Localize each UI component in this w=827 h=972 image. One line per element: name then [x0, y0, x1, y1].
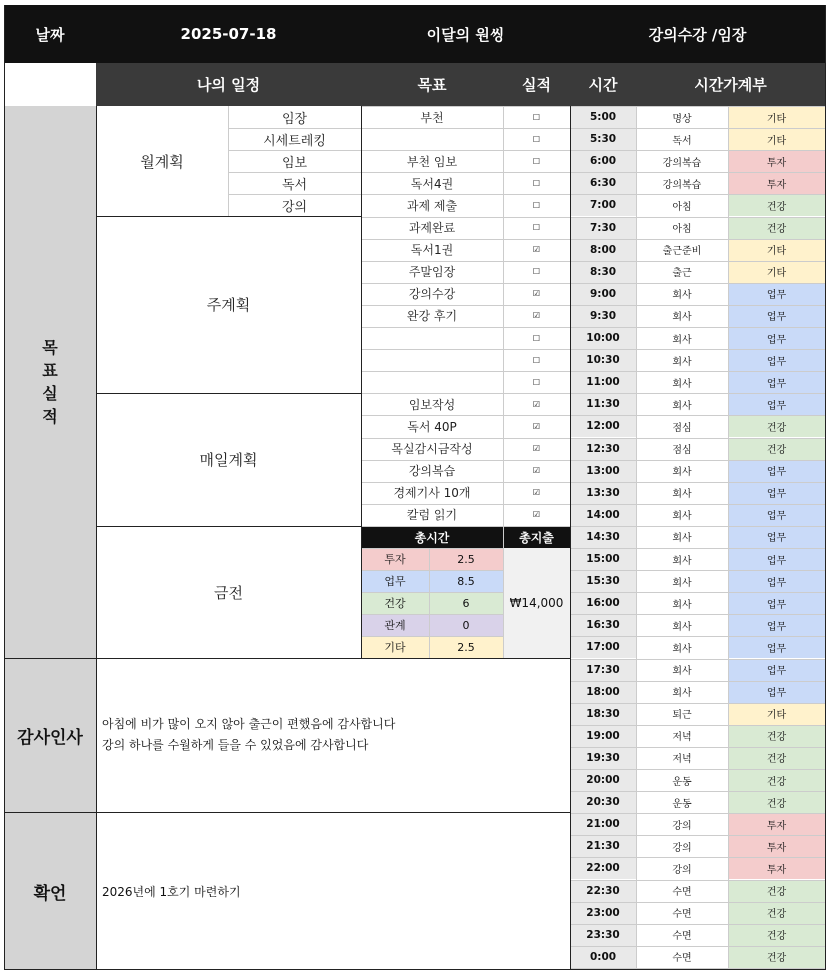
category-cell[interactable]: 건강	[728, 194, 825, 216]
time-slot[interactable]: 22:30	[570, 880, 636, 902]
category-cell[interactable]: 업무	[728, 393, 825, 415]
weekly-plan-label[interactable]: 주계획	[206, 296, 251, 314]
activity-cell[interactable]: 수면	[636, 902, 728, 924]
time-slot[interactable]: 10:30	[570, 349, 636, 371]
one-thing-label[interactable]: 이달의 원씽	[361, 5, 570, 63]
grid-line	[228, 172, 361, 173]
result-checkbox[interactable]: ☑	[532, 510, 541, 520]
grid-line	[4, 658, 570, 659]
result-checkbox[interactable]: ☐	[532, 178, 541, 188]
time-slot[interactable]: 5:30	[570, 128, 636, 150]
time-slot[interactable]: 17:00	[570, 636, 636, 658]
category-cell[interactable]: 업무	[728, 305, 825, 327]
result-checkbox[interactable]: ☐	[532, 223, 541, 233]
time-slot[interactable]: 15:30	[570, 570, 636, 592]
gratitude-line: 강의 하나를 수월하게 들을 수 있었음에 감사합니다	[102, 738, 369, 752]
gratitude-label[interactable]: 감사인사	[4, 658, 96, 812]
grid-line	[361, 327, 570, 328]
time-slot[interactable]: 16:30	[570, 614, 636, 636]
goal-cell[interactable]: 강의복습	[408, 464, 456, 479]
grid-line	[361, 106, 570, 107]
total-spend-label[interactable]: 총지출	[503, 526, 570, 548]
time-slot[interactable]: 23:30	[570, 924, 636, 946]
grid-line	[361, 504, 570, 505]
activity-cell[interactable]: 강의복습	[636, 172, 728, 194]
empty-header-cell[interactable]	[4, 63, 96, 106]
grid-line	[825, 5, 826, 970]
grid-line	[570, 239, 825, 240]
time-slot[interactable]: 7:00	[570, 194, 636, 216]
category-cell[interactable]: 기타	[728, 106, 825, 128]
time-slot[interactable]: 8:00	[570, 239, 636, 261]
grid-line	[570, 194, 825, 195]
result-checkbox[interactable]: ☑	[532, 466, 541, 476]
grid-line	[228, 194, 361, 195]
grid-line	[361, 393, 570, 394]
activity-cell[interactable]: 강의	[636, 835, 728, 857]
category-cell[interactable]: 업무	[728, 636, 825, 658]
grid-line	[570, 835, 825, 836]
category-cell[interactable]: 기타	[728, 128, 825, 150]
category-cell[interactable]: 건강	[728, 924, 825, 946]
time-slot[interactable]: 8:30	[570, 261, 636, 283]
activity-cell[interactable]: 점심	[636, 438, 728, 460]
grid-line	[570, 636, 825, 637]
grid-line	[570, 438, 825, 439]
grid-line	[228, 106, 229, 216]
time-slot[interactable]: 13:00	[570, 460, 636, 482]
grid-line	[570, 172, 825, 173]
category-cell[interactable]: 건강	[728, 747, 825, 769]
lecture-label[interactable]: 강의수강 /임장	[570, 5, 825, 63]
grid-line	[361, 415, 570, 416]
grid-line	[570, 813, 825, 814]
grid-line	[361, 239, 570, 240]
activity-cell[interactable]: 강의	[636, 813, 728, 835]
result-checkbox[interactable]: ☐	[532, 377, 541, 387]
grid-line	[570, 261, 825, 262]
activity-cell[interactable]: 강의복습	[636, 150, 728, 172]
grid-line	[570, 482, 825, 483]
activity-cell[interactable]: 수면	[636, 880, 728, 902]
activity-cell[interactable]: 회사	[636, 460, 728, 482]
result-checkbox[interactable]: ☑	[532, 421, 541, 431]
grid-line	[570, 393, 825, 394]
time-slot[interactable]: 5:00	[570, 106, 636, 128]
time-slot[interactable]: 15:00	[570, 548, 636, 570]
result-checkbox[interactable]: ☐	[532, 267, 541, 277]
time-slot[interactable]: 19:30	[570, 747, 636, 769]
time-slot[interactable]: 19:00	[570, 725, 636, 747]
category-cell[interactable]: 업무	[728, 681, 825, 703]
time-slot[interactable]: 14:30	[570, 526, 636, 548]
grid-line	[4, 969, 826, 970]
activity-cell[interactable]: 점심	[636, 415, 728, 437]
category-cell[interactable]: 업무	[728, 548, 825, 570]
daily-plan-label[interactable]: 매일계획	[199, 451, 258, 469]
grid-line	[96, 526, 361, 527]
activity-cell[interactable]: 회사	[636, 636, 728, 658]
time-slot[interactable]: 10:00	[570, 327, 636, 349]
grid-line	[228, 150, 361, 151]
grid-line	[361, 172, 570, 173]
time-slot[interactable]: 14:00	[570, 504, 636, 526]
grid-line	[570, 592, 825, 593]
grid-line	[96, 393, 361, 394]
category-cell[interactable]: 건강	[728, 438, 825, 460]
activity-cell[interactable]: 저녁	[636, 747, 728, 769]
category-cell[interactable]: 건강	[728, 880, 825, 902]
affirmation-label[interactable]: 확언	[4, 812, 96, 970]
time-slot[interactable]: 20:30	[570, 791, 636, 813]
time-slot[interactable]: 9:00	[570, 283, 636, 305]
activity-cell[interactable]: 수면	[636, 946, 728, 968]
activity-cell[interactable]: 저녁	[636, 725, 728, 747]
grid-line	[361, 636, 503, 637]
goal-cell[interactable]: 과제완료	[408, 221, 456, 236]
result-checkbox[interactable]: ☐	[532, 355, 541, 365]
grid-line	[636, 658, 637, 970]
monthly-item[interactable]: 임보	[281, 155, 308, 171]
grid-line	[361, 614, 503, 615]
category-cell[interactable]: 건강	[728, 946, 825, 968]
goal-cell[interactable]	[361, 327, 503, 349]
grid-line	[361, 128, 570, 129]
grid-line	[570, 747, 825, 748]
grid-line	[570, 857, 825, 858]
goal-result-char: 실	[42, 384, 58, 403]
activity-cell[interactable]: 회사	[636, 327, 728, 349]
grid-line	[570, 659, 825, 660]
grid-line	[361, 106, 362, 658]
grid-line	[361, 194, 570, 195]
category-cell[interactable]: 건강	[728, 217, 825, 239]
goal-cell[interactable]	[361, 371, 503, 393]
category-cell[interactable]: 업무	[728, 283, 825, 305]
gratitude-line: 아침에 비가 많이 오지 않아 출근이 편했음에 감사합니다	[102, 717, 396, 731]
category-cell[interactable]: 투자	[728, 150, 825, 172]
grid-line	[361, 526, 570, 527]
result-checkbox[interactable]: ☑	[532, 289, 541, 299]
grid-line	[361, 592, 503, 593]
time-slot[interactable]: 18:00	[570, 681, 636, 703]
grid-line	[570, 526, 825, 527]
grid-line	[4, 5, 5, 970]
time-slot[interactable]: 11:00	[570, 371, 636, 393]
grid-line	[570, 415, 825, 416]
total-time-label[interactable]: 총시간	[361, 526, 503, 548]
grid-line	[570, 681, 825, 682]
result-checkbox[interactable]: ☐	[532, 134, 541, 144]
time-slot[interactable]: 9:30	[570, 305, 636, 327]
category-cell[interactable]: 건강	[728, 415, 825, 437]
grid-line	[361, 261, 570, 262]
goal-cell[interactable]	[361, 349, 503, 371]
time-slot[interactable]: 21:00	[570, 813, 636, 835]
schedule-label[interactable]: 나의 일정	[96, 63, 361, 106]
activity-cell[interactable]: 명상	[636, 106, 728, 128]
grid-line	[503, 106, 504, 658]
money-plan-label[interactable]: 금전	[214, 583, 243, 602]
grid-line	[570, 548, 825, 549]
money-category[interactable]: 관계	[361, 614, 429, 636]
result-header[interactable]: 실적	[503, 63, 570, 106]
time-slot[interactable]: 17:30	[570, 659, 636, 681]
goal-cell[interactable]	[361, 128, 503, 150]
grid-line	[361, 438, 570, 439]
category-cell[interactable]: 투자	[728, 857, 825, 879]
category-cell[interactable]: 업무	[728, 349, 825, 371]
activity-cell[interactable]: 강의	[636, 857, 728, 879]
grid-line	[570, 460, 825, 461]
goal-cell[interactable]: 목실감시금작성	[391, 442, 473, 457]
money-category[interactable]: 건강	[361, 592, 429, 614]
time-slot[interactable]: 6:30	[570, 172, 636, 194]
grid-line	[570, 128, 825, 129]
goal-cell[interactable]: 독서4권	[410, 176, 454, 191]
activity-cell[interactable]: 회사	[636, 283, 728, 305]
activity-cell[interactable]: 회사	[636, 349, 728, 371]
grid-line	[570, 902, 825, 903]
result-checkbox[interactable]: ☑	[532, 311, 541, 321]
goal-result-char: 표	[42, 360, 58, 380]
time-slot[interactable]: 12:00	[570, 415, 636, 437]
result-checkbox[interactable]: ☐	[532, 156, 541, 166]
activity-cell[interactable]: 아침	[636, 217, 728, 239]
category-cell[interactable]: 업무	[728, 482, 825, 504]
date-value[interactable]: 2025-07-18	[96, 5, 361, 63]
money-hours[interactable]: 8.5	[429, 570, 503, 592]
money-category[interactable]: 업무	[361, 570, 429, 592]
total-spend-value[interactable]: ₩14,000	[503, 548, 570, 658]
money-hours[interactable]: 2.5	[429, 548, 503, 570]
goal-cell[interactable]: 독서1권	[410, 243, 454, 258]
activity-cell[interactable]: 회사	[636, 548, 728, 570]
grid-line	[636, 106, 637, 658]
monthly-plan-label[interactable]: 월계획	[140, 152, 184, 171]
result-checkbox[interactable]: ☐	[532, 200, 541, 210]
activity-cell[interactable]: 퇴근	[636, 703, 728, 725]
grid-line	[728, 658, 729, 970]
grid-line	[570, 106, 571, 970]
money-hours[interactable]: 6	[429, 592, 503, 614]
activity-cell[interactable]: 회사	[636, 371, 728, 393]
goal-cell[interactable]: 독서 40P	[407, 419, 457, 434]
grid-line	[570, 106, 825, 107]
time-slot[interactable]: 12:30	[570, 438, 636, 460]
money-hours[interactable]: 0	[429, 614, 503, 636]
activity-cell[interactable]: 출근	[636, 261, 728, 283]
category-cell[interactable]: 업무	[728, 614, 825, 636]
category-cell[interactable]: 업무	[728, 592, 825, 614]
goal-cell[interactable]: 부천	[420, 110, 444, 125]
grid-line	[570, 217, 825, 218]
grid-line	[570, 880, 825, 881]
date-label[interactable]: 날짜	[4, 5, 96, 63]
goal-cell[interactable]: 경제기사 10개	[393, 486, 471, 501]
category-cell[interactable]: 업무	[728, 460, 825, 482]
affirmation-text[interactable]: 2026년에 1호기 마련하기	[102, 884, 241, 899]
grid-line	[4, 812, 570, 813]
gratitude-text[interactable]	[96, 658, 570, 812]
activity-cell[interactable]: 회사	[636, 393, 728, 415]
time-slot[interactable]: 7:30	[570, 217, 636, 239]
activity-cell[interactable]: 회사	[636, 305, 728, 327]
activity-cell[interactable]: 회사	[636, 504, 728, 526]
grid-line	[361, 371, 570, 372]
category-cell[interactable]: 기타	[728, 261, 825, 283]
result-checkbox[interactable]: ☐	[532, 333, 541, 343]
grid-line	[570, 946, 825, 947]
goal-cell[interactable]: 완강 후기	[406, 309, 458, 324]
grid-line	[96, 106, 97, 970]
grid-line	[570, 504, 825, 505]
activity-cell[interactable]: 수면	[636, 924, 728, 946]
activity-cell[interactable]: 회사	[636, 526, 728, 548]
time-slot[interactable]: 6:00	[570, 150, 636, 172]
category-cell[interactable]: 업무	[728, 526, 825, 548]
grid-line	[570, 791, 825, 792]
grid-line	[570, 769, 825, 770]
time-header[interactable]: 시간	[570, 63, 636, 106]
grid-line	[570, 703, 825, 704]
grid-line	[570, 924, 825, 925]
time-budget-header[interactable]: 시간가계부	[636, 63, 825, 106]
grid-line	[96, 216, 361, 217]
goal-cell[interactable]: 임보작성	[408, 397, 456, 412]
grid-line	[429, 548, 430, 658]
category-cell[interactable]: 투자	[728, 813, 825, 835]
time-slot[interactable]: 16:00	[570, 592, 636, 614]
grid-line	[228, 128, 361, 129]
time-slot[interactable]: 18:30	[570, 703, 636, 725]
grid-line	[570, 305, 825, 306]
time-slot[interactable]: 21:30	[570, 835, 636, 857]
grid-line	[361, 570, 503, 571]
grid-line	[570, 371, 825, 372]
grid-line	[570, 327, 825, 328]
monthly-item[interactable]: 시세트레킹	[263, 133, 326, 149]
category-cell[interactable]: 건강	[728, 902, 825, 924]
grid-line	[361, 305, 570, 306]
time-slot[interactable]: 11:30	[570, 393, 636, 415]
goal-result-char: 적	[42, 407, 58, 427]
grid-line	[570, 614, 825, 615]
goal-cell[interactable]: 강의수강	[408, 287, 456, 302]
grid-line	[361, 460, 570, 461]
result-checkbox[interactable]: ☐	[532, 112, 541, 122]
grid-line	[728, 106, 729, 658]
grid-line	[361, 548, 503, 549]
result-checkbox[interactable]: ☑	[532, 245, 541, 255]
activity-cell[interactable]: 독서	[636, 128, 728, 150]
grid-line	[570, 283, 825, 284]
category-cell[interactable]: 투자	[728, 172, 825, 194]
money-hours[interactable]: 2.5	[429, 636, 503, 658]
grid-line	[570, 349, 825, 350]
category-cell[interactable]: 업무	[728, 327, 825, 349]
goal-cell[interactable]: 과제 제출	[406, 198, 458, 213]
category-cell[interactable]: 업무	[728, 570, 825, 592]
category-cell[interactable]: 업무	[728, 659, 825, 681]
time-slot[interactable]: 13:30	[570, 482, 636, 504]
money-category[interactable]: 투자	[361, 548, 429, 570]
goal-cell[interactable]: 주말임장	[408, 265, 456, 280]
category-cell[interactable]: 투자	[728, 835, 825, 857]
monthly-item[interactable]: 독서	[281, 177, 308, 193]
money-category[interactable]: 기타	[361, 636, 429, 658]
category-cell[interactable]: 기타	[728, 239, 825, 261]
result-checkbox[interactable]: ☑	[532, 399, 541, 409]
category-cell[interactable]: 기타	[728, 703, 825, 725]
time-slot[interactable]: 22:00	[570, 857, 636, 879]
result-checkbox[interactable]: ☑	[532, 444, 541, 454]
grid-line	[570, 150, 825, 151]
grid-line	[361, 349, 570, 350]
time-slot[interactable]: 23:00	[570, 902, 636, 924]
activity-cell[interactable]: 운동	[636, 769, 728, 791]
activity-cell[interactable]: 회사	[636, 659, 728, 681]
grid-line	[361, 217, 570, 218]
activity-cell[interactable]: 회사	[636, 681, 728, 703]
activity-cell[interactable]: 회사	[636, 570, 728, 592]
time-slot[interactable]: 0:00	[570, 946, 636, 968]
category-cell[interactable]: 업무	[728, 371, 825, 393]
activity-cell[interactable]: 출근준비	[636, 239, 728, 261]
goal-result-label[interactable]	[4, 106, 96, 658]
category-cell[interactable]: 업무	[728, 504, 825, 526]
category-cell[interactable]: 건강	[728, 769, 825, 791]
grid-line	[570, 570, 825, 571]
grid-line	[361, 283, 570, 284]
activity-cell[interactable]: 회사	[636, 482, 728, 504]
category-cell[interactable]: 건강	[728, 725, 825, 747]
goal-cell[interactable]: 부천 임보	[406, 154, 458, 169]
activity-cell[interactable]: 회사	[636, 592, 728, 614]
grid-line	[361, 482, 570, 483]
activity-cell[interactable]: 운동	[636, 791, 728, 813]
monthly-item[interactable]: 임장	[281, 111, 308, 127]
grid-line	[570, 725, 825, 726]
goal-cell[interactable]: 칼럼 읽기	[406, 508, 458, 523]
monthly-item[interactable]: 강의	[281, 199, 308, 215]
category-cell[interactable]: 건강	[728, 791, 825, 813]
goal-header[interactable]: 목표	[361, 63, 503, 106]
activity-cell[interactable]: 아침	[636, 194, 728, 216]
result-checkbox[interactable]: ☑	[532, 488, 541, 498]
goal-result-char: 목	[42, 337, 58, 357]
activity-cell[interactable]: 회사	[636, 614, 728, 636]
time-slot[interactable]: 20:00	[570, 769, 636, 791]
grid-line	[361, 150, 570, 151]
